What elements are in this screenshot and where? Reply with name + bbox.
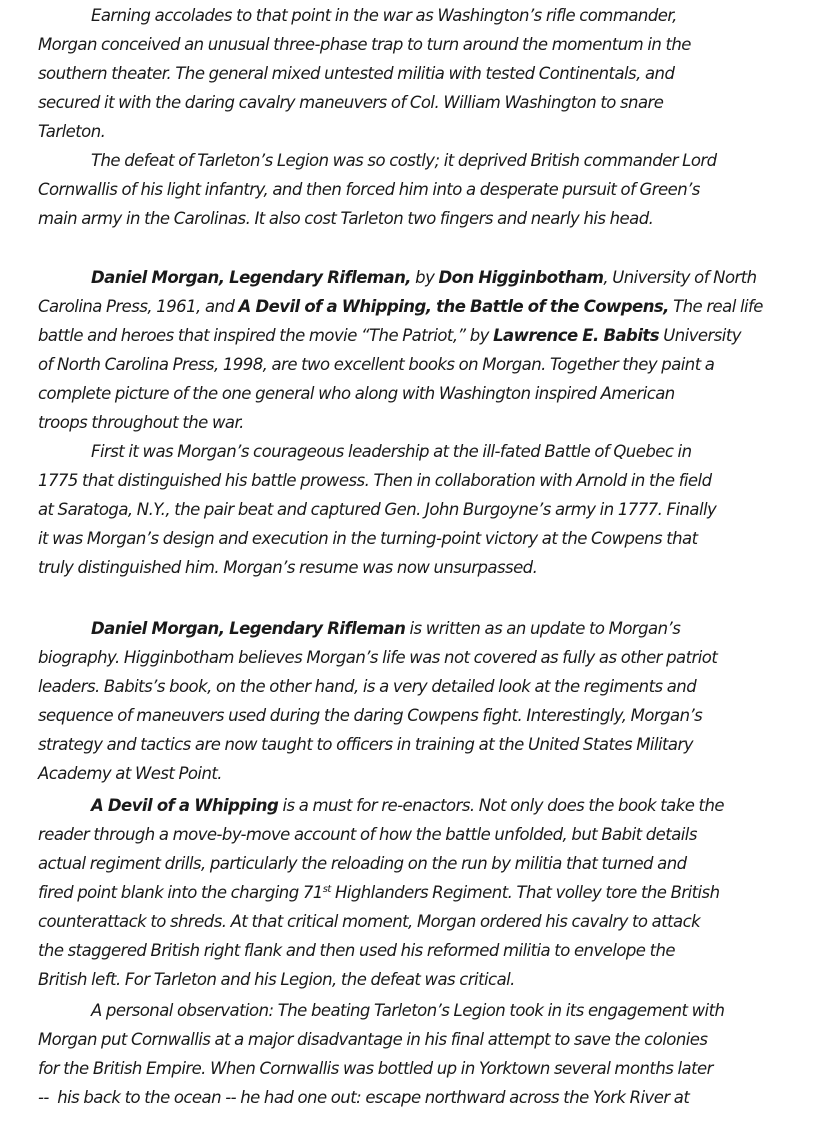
text-line: -- his back to the ocean -- he had one out: escape northward across the York River at [38, 1088, 690, 1107]
text-line: truly distinguished him. Morgan’s resume was now unsurpassed. [38, 558, 538, 577]
text-line: biography. Higginbotham believes Morgan’s life was not covered as fully as other patriot [38, 648, 718, 667]
text-line: 1775 that distinguished his battle prowess. Then in collaboration with Arnold in the field [38, 471, 712, 490]
text-line: sequence of maneuvers used during the daring Cowpens fight. Interestingly, Morgan’s [38, 706, 703, 725]
ordinal-superscript: st [322, 884, 331, 895]
text-line: reader through a move-by-move account of how the battle unfolded, but Babit details [38, 825, 697, 844]
text-line: main army in the Carolinas. It also cost Tarleton two fingers and nearly his head. [38, 209, 654, 228]
text-line: counterattack to shreds. At that critical moment, Morgan ordered his cavalry to attack [38, 912, 701, 931]
book-title: A Devil of a Whipping [91, 796, 279, 815]
text-line: southern theater. The general mixed untested militia with tested Continentals, and [38, 64, 675, 83]
text-line: secured it with the daring cavalry maneuvers of Col. William Washington to snare [38, 93, 664, 112]
text-line: Cornwallis of his light infantry, and then forced him into a desperate pursuit of Green’s [38, 180, 700, 199]
text-line: Morgan put Cornwallis at a major disadvantage in his final attempt to save the colonies [38, 1030, 708, 1049]
book-title: Daniel Morgan, Legendary Rifleman [91, 619, 406, 638]
text-line: First it was Morgan’s courageous leadership at the ill-fated Battle of Quebec in [91, 442, 692, 461]
book-title: A Devil of a Whipping, the Battle of the Cowpens, [238, 297, 669, 316]
text-line: Academy at West Point. [38, 764, 222, 783]
text-line: fired point blank into the charging 71st Highlanders Regiment. That volley tore the British [38, 883, 720, 902]
text-line: Earning accolades to that point in the war as Washington’s rifle commander, [91, 6, 677, 25]
text-line: the staggered British right flank and then used his reformed militia to envelope the [38, 941, 676, 960]
text-line: actual regiment drills, particularly the reloading on the run by militia that turned and [38, 854, 687, 873]
text-line: troops throughout the war. [38, 413, 244, 432]
text-line: British left. For Tarleton and his Legion, the defeat was critical. [38, 970, 515, 989]
text-line: leaders. Babits’s book, on the other hand, is a very detailed look at the regiments and [38, 677, 697, 696]
text-line: Daniel Morgan, Legendary Rifleman is written as an update to Morgan’s [91, 619, 681, 638]
text-line: for the British Empire. When Cornwallis was bottled up in Yorktown several months later [38, 1059, 713, 1078]
author-name: Lawrence E. Babits [493, 326, 660, 345]
text-line: Carolina Press, 1961, and A Devil of a Whipping, the Battle of the Cowpens, The real life [38, 297, 763, 316]
text-line: The defeat of Tarleton’s Legion was so costly; it deprived British commander Lord [91, 151, 717, 170]
text-line: A personal observation: The beating Tarleton’s Legion took in its engagement with [91, 1001, 725, 1020]
author-name: Don Higginbotham [438, 268, 604, 287]
text-line: at Saratoga, N.Y., the pair beat and captured Gen. John Burgoyne’s army in 1777. Finally [38, 500, 717, 519]
text-line: of North Carolina Press, 1998, are two excellent books on Morgan. Together they paint a [38, 355, 715, 374]
text-line: it was Morgan’s design and execution in the turning-point victory at the Cowpens that [38, 529, 698, 548]
text-line: Daniel Morgan, Legendary Rifleman, by Don Higginbotham, University of North [91, 268, 757, 287]
book-title: Daniel Morgan, Legendary Rifleman, [91, 268, 411, 287]
text-line: battle and heroes that inspired the movie “The Patriot,” by Lawrence E. Babits University [38, 326, 741, 345]
text-line: complete picture of the one general who along with Washington inspired American [38, 384, 675, 403]
text-line: A Devil of a Whipping is a must for re-enactors. Not only does the book take the [91, 796, 724, 815]
text-line: strategy and tactics are now taught to officers in training at the United States Military [38, 735, 693, 754]
text-line: Tarleton. [38, 122, 106, 141]
text-line: Morgan conceived an unusual three-phase trap to turn around the momentum in the [38, 35, 691, 54]
